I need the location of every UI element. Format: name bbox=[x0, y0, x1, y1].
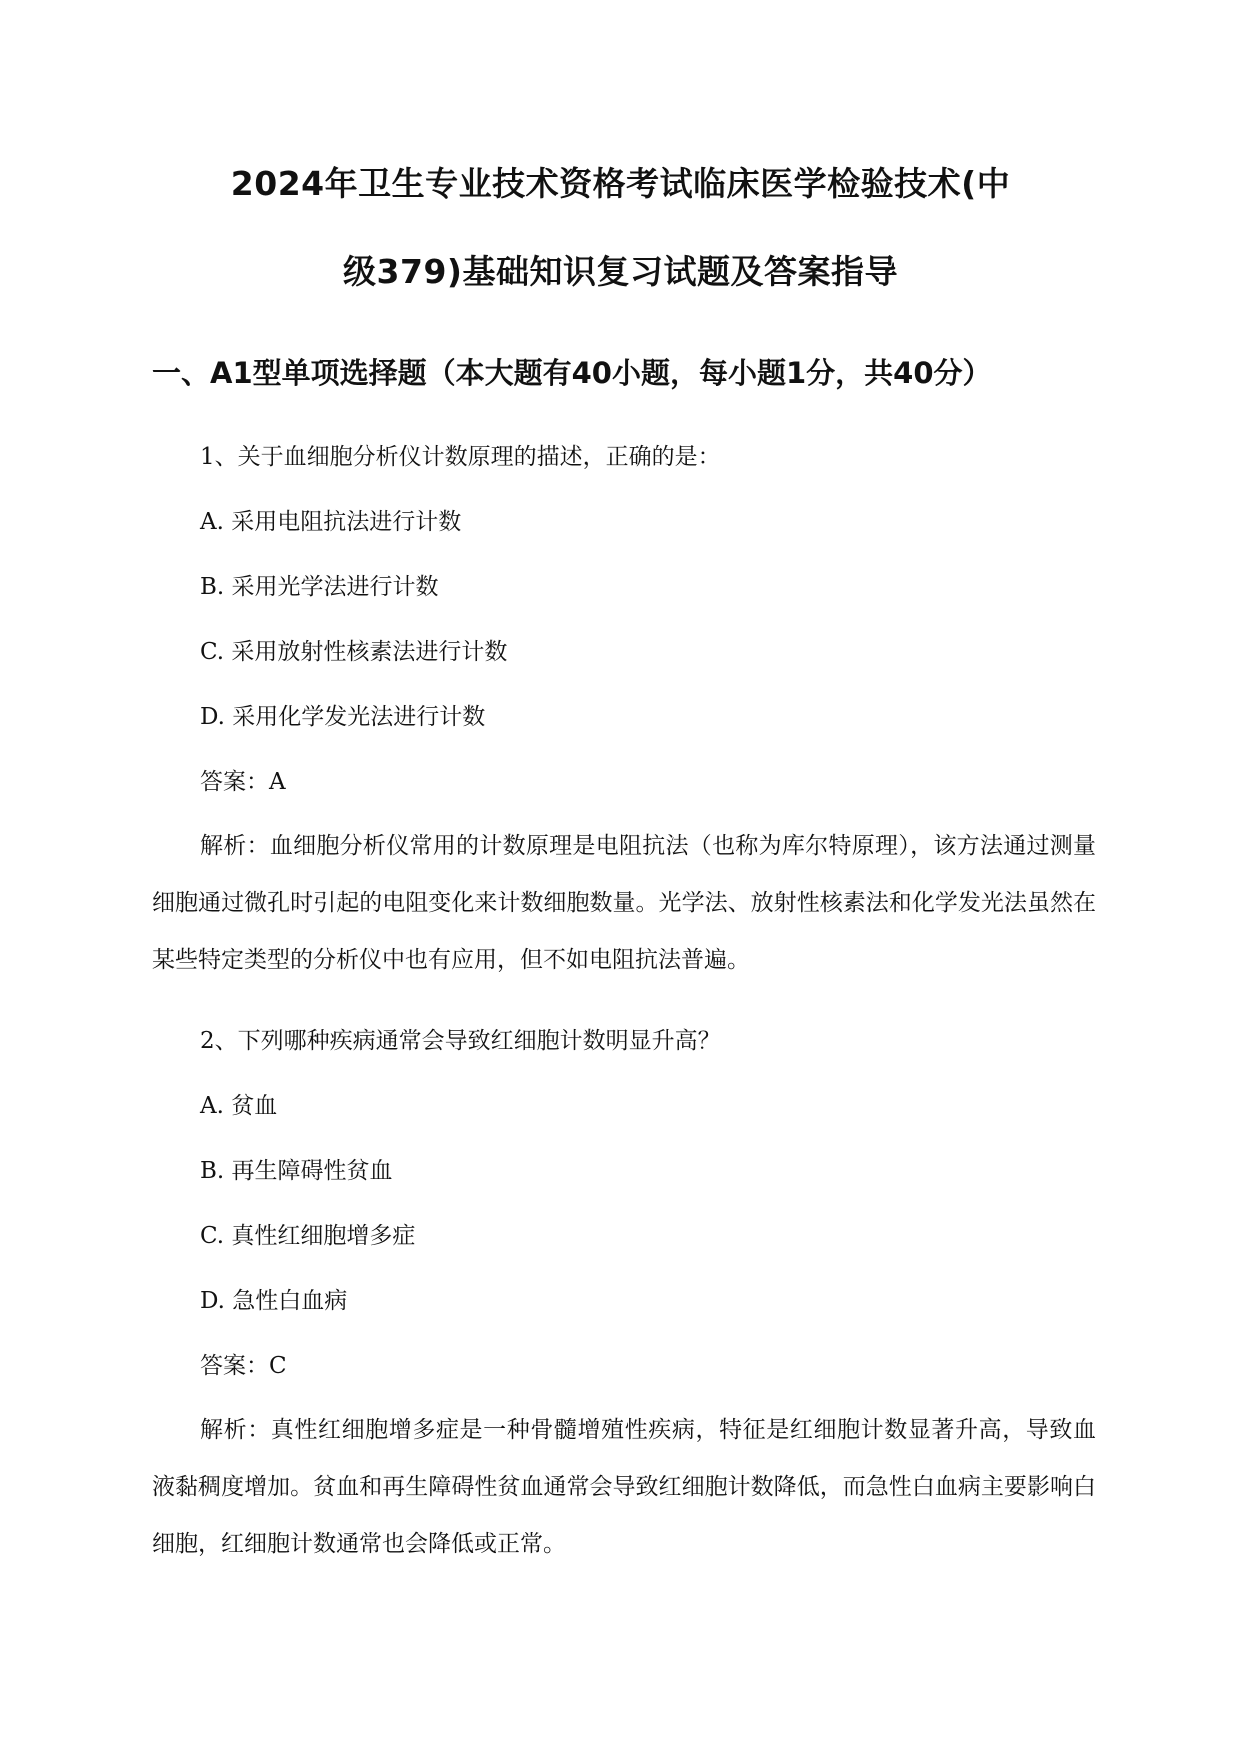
question-2-option-b: B. 再生障碍性贫血 bbox=[200, 1158, 393, 1184]
question-2-explanation: 解析：真性红细胞增多症是一种骨髓增殖性疾病，特征是红细胞计数显著升高，导致血液黏稠度增加。贫血和再生障碍性贫血通常会导致红细胞计数降低，而急性白血病主要影响白细胞，红细胞计数通常也会降低或正常。 bbox=[152, 1417, 1096, 1557]
question-1-option-b: B. 采用光学法进行计数 bbox=[200, 574, 439, 600]
section-heading: 一、A1型单项选择题（本大题有40小题，每小题1分，共40分） bbox=[152, 356, 992, 390]
question-2-option-a: A. 贫血 bbox=[200, 1093, 278, 1119]
question-1-option-c: C. 采用放射性核素法进行计数 bbox=[200, 639, 508, 665]
question-1-option-a: A. 采用电阻抗法进行计数 bbox=[200, 509, 462, 535]
document-title-line-1: 2024年卫生专业技术资格考试临床医学检验技术(中 bbox=[230, 164, 1011, 203]
document-title-line-2: 级379)基础知识复习试题及答案指导 bbox=[343, 252, 898, 291]
question-2-stem: 2、下列哪种疾病通常会导致红细胞计数明显升高？ bbox=[200, 1028, 721, 1054]
question-1-answer: 答案：A bbox=[200, 769, 286, 795]
question-1-stem: 1、关于血细胞分析仪计数原理的描述，正确的是： bbox=[200, 444, 721, 470]
question-1-explanation: 解析：血细胞分析仪常用的计数原理是电阻抗法（也称为库尔特原理），该方法通过测量细胞通过微孔时引起的电阻变化来计数细胞数量。光学法、放射性核素法和化学发光法虽然在某些特定类型的分析仪中也有应用，但不如电阻抗法普遍。 bbox=[152, 833, 1096, 973]
question-2-answer: 答案：C bbox=[200, 1353, 287, 1379]
question-2-option-c: C. 真性红细胞增多症 bbox=[200, 1223, 416, 1249]
question-1-option-d: D. 采用化学发光法进行计数 bbox=[200, 704, 486, 730]
question-2-option-d: D. 急性白血病 bbox=[200, 1288, 348, 1314]
